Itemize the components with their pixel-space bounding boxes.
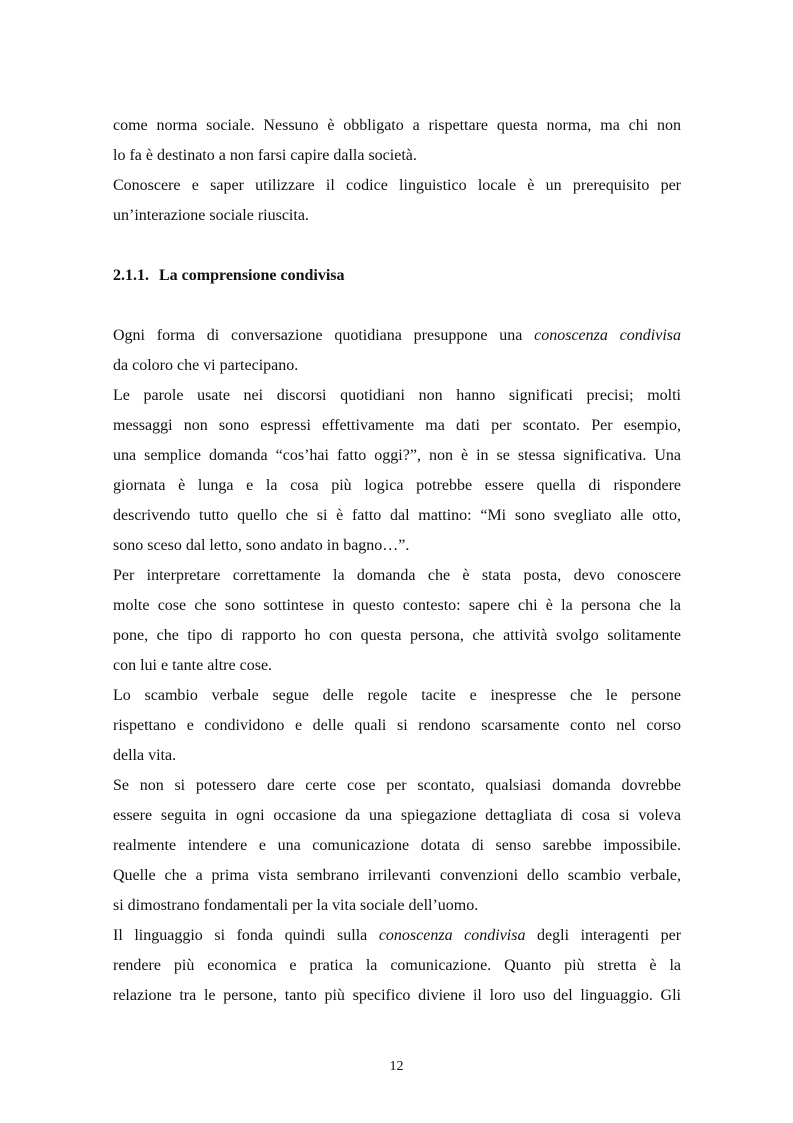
- text-line: un’interazione sociale riuscita.: [113, 207, 309, 224]
- text-line: rendere più economica e pratica la comunicazione. Quanto più stretta è la: [113, 957, 681, 974]
- text-line: relazione tra le persone, tanto più specifico diviene il loro uso del linguaggio. Gli: [113, 987, 681, 1004]
- page-body: [113, 111, 681, 1011]
- text-line: giornata è lunga e la cosa più logica potrebbe essere quella di rispondere: [113, 477, 681, 494]
- spacer: [113, 231, 681, 261]
- text-line: della vita.: [113, 747, 177, 764]
- text-line: come norma sociale. Nessuno è obbligato a rispettare questa norma, ma chi non: [113, 117, 681, 134]
- text-line: Quelle che a prima vista sembrano irrilevanti convenzioni dello scambio verbale,: [113, 867, 681, 884]
- text-line: Se non si potessero dare certe cose per scontato, qualsiasi domanda dovrebbe: [113, 777, 681, 794]
- text-line: realmente intendere e una comunicazione dotata di senso sarebbe impossibile.: [113, 837, 681, 854]
- section-heading: [113, 261, 681, 291]
- italic-term: conoscenza condivisa: [534, 327, 681, 344]
- text-line: [113, 921, 681, 951]
- text-line: rispettano e condividono e delle quali si rendono scarsamente conto nel corso: [113, 717, 681, 734]
- section-number: 2.1.1.: [113, 267, 149, 284]
- text-line: [113, 321, 681, 351]
- text-line: Conoscere e saper utilizzare il codice linguistico locale è un prerequisito per: [113, 177, 681, 194]
- text-span: Ogni forma di conversazione quotidiana presuppone una: [113, 327, 535, 344]
- text-line: messaggi non sono espressi effettivamente ma dati per scontato. Per esempio,: [113, 417, 681, 434]
- text-line: da coloro che vi partecipano.: [113, 357, 299, 374]
- text-line: si dimostrano fondamentali per la vita sociale dell’uomo.: [113, 897, 479, 914]
- text-line: Lo scambio verbale segue delle regole tacite e inespresse che le persone: [113, 687, 681, 704]
- text-line: Per interpretare correttamente la domanda che è stata posta, devo conoscere: [113, 567, 681, 584]
- text-line: essere seguita in ogni occasione da una spiegazione dettagliata di cosa si voleva: [113, 807, 681, 824]
- section-title: La comprensione condivisa: [159, 267, 345, 284]
- text-line: descrivendo tutto quello che si è fatto dal mattino: “Mi sono svegliato alle otto,: [113, 507, 681, 524]
- text-line: lo fa è destinato a non farsi capire dalla società.: [113, 147, 417, 164]
- spacer: [113, 291, 681, 321]
- text-line: molte cose che sono sottintese in questo contesto: sapere chi è la persona che la: [113, 597, 681, 614]
- text-line: pone, che tipo di rapporto ho con questa persona, che attività svolgo solitamente: [113, 627, 681, 644]
- text-line: con lui e tante altre cose.: [113, 657, 273, 674]
- text-line: sono sceso dal letto, sono andato in bagno…”.: [113, 537, 410, 554]
- page-number: 12: [389, 1059, 404, 1074]
- text-span: Il linguaggio si fonda quindi sulla: [113, 927, 379, 944]
- text-span: degli interagenti per: [525, 927, 682, 944]
- text-line: Le parole usate nei discorsi quotidiani non hanno significati precisi; molti: [113, 387, 681, 404]
- text-line: una semplice domanda “cos’hai fatto oggi?”, non è in se stessa significativa. Una: [113, 447, 681, 464]
- italic-term: conoscenza condivisa: [378, 927, 526, 944]
